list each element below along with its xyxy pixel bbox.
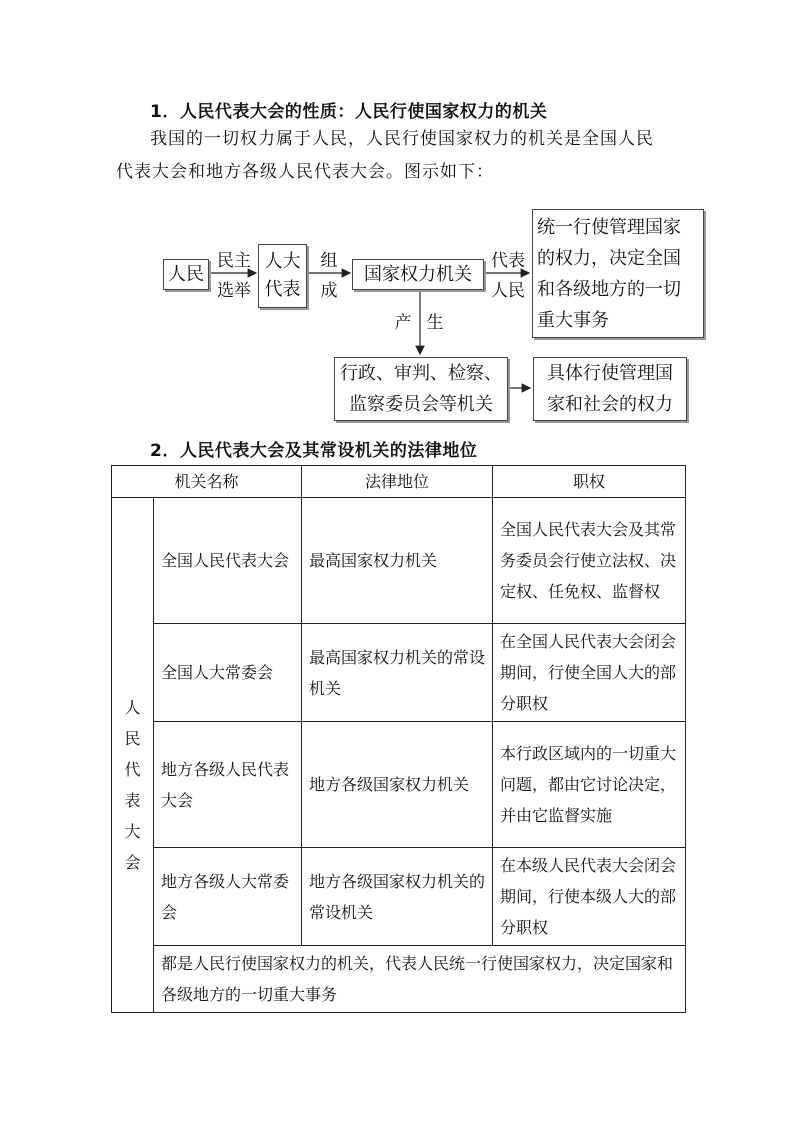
group-label-char: 会 [124,853,141,872]
deputies-box [258,244,307,308]
people-box [163,259,209,290]
group-label-cell [112,498,154,1013]
table-row [112,498,686,624]
header-legal-status: 法律地位 [302,466,493,498]
legal-status-cell: 最高国家权力机关 [302,498,493,624]
unified-power-line1: 统一行使管理国家 [537,216,681,238]
people-label: 人民 [168,263,204,285]
represent-label-top: 代表 [491,251,525,271]
powers-cell: 在全国人民代表大会闭会期间，行使全国人大的部分职权 [493,624,686,722]
section2-heading: 2．人民代表大会及其常设机关的法律地位 [150,441,478,461]
executive-organs-line1: 行政、审判、检察、 [340,363,502,384]
organ-name-cell: 地方各级人大常委会 [154,848,302,946]
powers-cell: 本行政区域内的一切重大问题，都由它讨论决定，并由它监督实施 [493,722,686,848]
compose-label-top: 组 [320,251,338,271]
summary-cell: 都是人民行使国家权力的机关，代表人民统一行使国家权力，决定国家和各级地方的一切重大事务 [154,946,686,1013]
unified-power-box [532,209,704,338]
deputies-label-bottom: 代表 [264,279,301,300]
produce-label-left: 产 [394,313,412,333]
section1-paragraph-line1: 我国的一切权力属于人民，人民行使国家权力的机关是全国人民 [150,129,654,149]
group-label-char: 人 [124,698,141,717]
section1-heading: 1．人民代表大会的性质：人民行使国家权力的机关 [150,102,548,122]
group-label [112,632,153,878]
group-label-char: 民 [124,729,141,748]
organ-name-cell: 全国人民代表大会 [154,498,302,624]
state-power-organ-label: 国家权力机关 [364,263,472,285]
group-label-char: 大 [124,822,141,841]
specific-power-box [533,357,687,421]
state-power-organ-box [352,259,484,290]
table-header-row [112,466,686,498]
executive-organs-box [334,357,508,421]
democratic-election-label-top: 民主 [217,251,251,271]
specific-power-line2: 家和社会的权力 [547,394,673,415]
group-label-char: 代 [124,760,141,779]
executive-organs-line2: 监察委员会等机关 [349,394,493,415]
democratic-election-label-bottom: 选举 [217,281,251,301]
specific-power-line1: 具体行使管理国 [547,363,673,384]
organ-name-cell: 全国人大常委会 [154,624,302,722]
compose-label-bottom: 成 [320,281,338,301]
unified-power-line4: 重大事务 [537,309,609,331]
table-row [112,848,686,946]
section1-paragraph-line2: 代表大会和地方各级人民代表大会。图示如下： [116,162,494,182]
represent-label-bottom: 人民 [491,281,525,301]
header-organ-name: 机关名称 [112,466,302,498]
powers-cell: 全国人民代表大会及其常务委员会行使立法权、决定权、任免权、监督权 [493,498,686,624]
legal-status-table [111,465,686,1013]
table-row [112,722,686,848]
group-label-char: 表 [124,791,141,810]
deputies-label-top: 人大 [264,251,301,272]
header-powers: 职权 [493,466,686,498]
legal-status-cell: 地方各级国家权力机关 [302,722,493,848]
organ-name-cell: 地方各级人民代表大会 [154,722,302,848]
legal-status-cell: 地方各级国家权力机关的常设机关 [302,848,493,946]
unified-power-line2: 的权力，决定全国 [537,247,681,269]
unified-power-line3: 和各级地方的一切 [537,278,681,300]
powers-cell: 在本级人民代表大会闭会期间，行使本级人大的部分职权 [493,848,686,946]
produce-label-right: 生 [426,313,444,333]
legal-status-cell: 最高国家权力机关的常设机关 [302,624,493,722]
table-summary-row [112,946,686,1013]
table-row [112,624,686,722]
